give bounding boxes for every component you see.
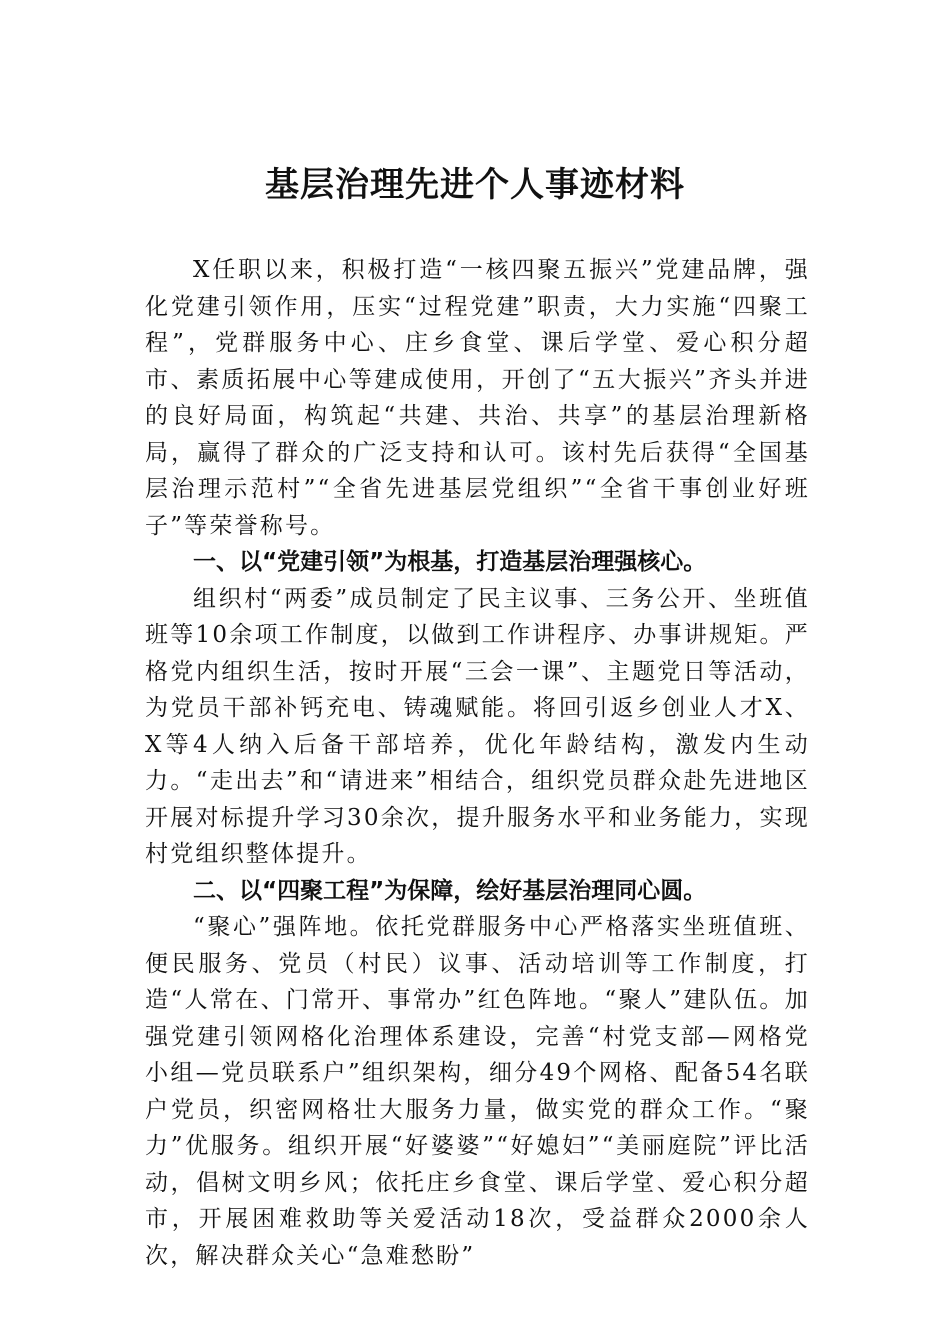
intro-paragraph: X任职以来，积极打造“一核四聚五振兴”党建品牌，强化党建引领作用，压实“过程党建”职责，大力实施“四聚工程”，党群服务中心、庄乡食堂、课后学堂、爱心积分超市、素质拓展中心等建成使用，开创了“五大振兴”齐头并进的良好局面，构筑起“共建、共治、共享”的基层治理新格局，赢得了群众的广泛支持和认可。该村先后获得“全国基层治理示范村”“全省先进基层党组织”“全省干事创业好班子”等荣誉称号。	[145, 257, 810, 539]
section-2-paragraph: “聚心”强阵地。依托党群服务中心严格落实坐班值班、便民服务、党员（村民）议事、活动培训等工作制度，打造“人常在、门常开、事常办”红色阵地。“聚人”建队伍。加强党建引领网格化治理体系建设，完善“村党支部—网格党小组—党员联系户”组织架构，细分49个网格、配备54名联户党员，织密网格壮大服务力量，做实党的群众工作。“聚力”优服务。组织开展“好婆婆”“好媳妇”“美丽庭院”评比活动，倡树文明乡风；依托庄乡食堂、课后学堂、爱心积分超市，开展困难救助等关爱活动18次，受益群众2000余人次，解决群众关心“急难愁盼”	[145, 914, 810, 1269]
document-title: 基层治理先进个人事迹材料	[265, 165, 685, 205]
section-heading-1: 一、以“党建引领”为根基，打造基层治理强核心。	[193, 549, 707, 575]
section-heading-2: 二、以“四聚工程”为保障，绘好基层治理同心圆。	[193, 877, 707, 904]
document-body	[145, 252, 810, 1274]
section-1-paragraph: 组织村“两委”成员制定了民主议事、三务公开、坐班值班等10余项工作制度，以做到工作讲程序、办事讲规矩。严格党内组织生活，按时开展“三会一课”、主题党日等活动，为党员干部补钙充电、铸魂赋能。将回引返乡创业人才X、X等4人纳入后备干部培养，优化年龄结构，激发内生动力。“走出去”和“请进来”相结合，组织党员群众赴先进地区开展对标提升学习30余次，提升服务水平和业务能力，实现村党组织整体提升。	[145, 585, 810, 867]
